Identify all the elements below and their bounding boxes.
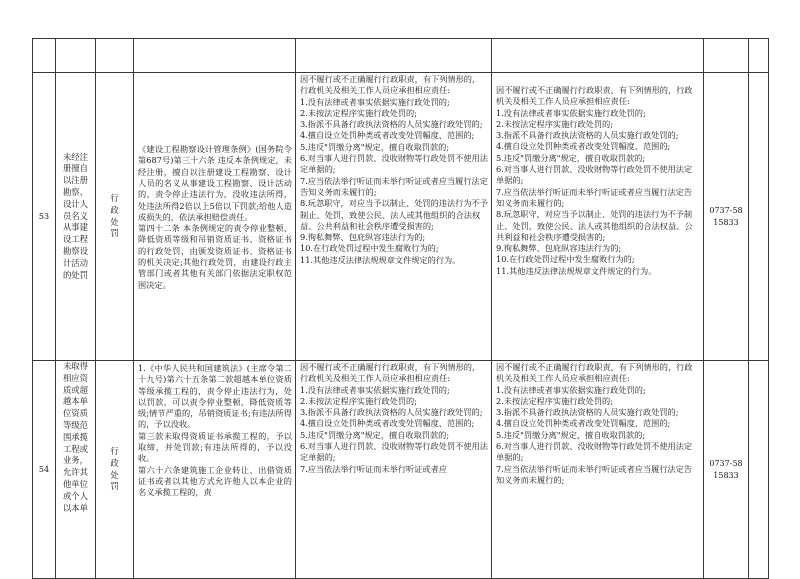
row-number: 54: [33, 361, 56, 579]
legal-basis: 1.《中华人民共和国建筑法》(主席令第二十九号)第六十五条第二款超越本单位资质等级承揽工程的，责令停止违法行为，处以罚款，可以责令停业整顿，降低资质等级;情节严重的，吊销资质证书;有违法所得的，予以没收。 第三款未取得资质证书承揽工程的，予以取缔，并处罚款;有违法所得的，予以没收。 第六十六条建筑施工企业转让、出借资质证书或者以其他方式允许他人以本企业的名义承揽工程的，责: [138, 363, 292, 498]
powers-responsibility-table: [32, 38, 768, 565]
responsibility-a: 因不履行或不正确履行行政职责，有下列情形的，行政机关及相关工作人员应承担相应责任: 1.没有法律或者事实依据实施行政处罚的; 2.未按法定程序实施行政处罚的; 3.指派不具备行政执法资格的人员实施行政处罚的; 4.擅自设立处罚种类或者改变处罚幅度、范围的; 5.违反"罚缴分离"规定，擅自收取罚款的; 6.对当事人进行罚款、没收财物等行政处罚不使用法定单据的; 7.应当依法举行听证而未举行听证或者应当履行法定告知义务而未履行的; 8.玩忽职守，对应当予以制止、处罚的违法行为不予制止、处罚，致使公民、法人或其他组织的合法权益、公共利益和社会秩序遭受损害的; 9.徇私舞弊、包庇纵容违法行为的; 10.在行政处罚过程中发生腐败行为的; 11.其他违反法律法规规章文件规定的行为。: [300, 74, 488, 265]
remark-cell: [749, 73, 769, 361]
table: [32, 38, 769, 579]
basis-cell: [134, 73, 296, 361]
phone: 0737-58 15833: [709, 459, 743, 480]
item-name-cell: [56, 361, 96, 579]
item-name: 未经注 册擅自 以注册 勘察、 设计人 员名义 从事建 设工程 勘察设 计活动 的处罚: [62, 151, 89, 280]
legal-basis: 《建设工程勘察设计管理条例》(国务院令第687号)第三十六条 违反本条例规定，未经注册，擅自以注册建设工程勘察、设计人员的名义从事建设工程勘察、设计活动的，责令停止违法行为，没收违法所得，处违法所得2倍以上5倍以下罚款;给他人造成损失的，依法承担赔偿责任。 第四十二条 本条例规定的责令停业整顿、降低资质等级和吊销资质证书、资格证书的行政处罚，由颁发资质证书、资格证书的机关决定;其他行政处罚，由建设行政主管部门或者其他有关部门依据法定职权范围决定。: [138, 144, 292, 290]
basis-cell: [134, 361, 296, 579]
responsibility-b-cell: [492, 361, 704, 579]
responsibility-a-cell: [296, 73, 492, 361]
cell-phone: [704, 39, 749, 73]
responsibility-b-cell: [492, 73, 704, 361]
category-cell: [96, 73, 134, 361]
cell-item: [56, 39, 96, 73]
category: 行 政 处 罚: [110, 192, 119, 239]
responsibility-b: 因不履行或不正确履行行政职责，有下列情形的，行政机关及相关工作人员应承担相应责任: 1.没有法律或者事实依据实施行政处罚的; 2.未按法定程序实施行政处罚的; 3.指派不具备行政执法资格的人员实施行政处罚的; 4.擅自设立处罚种类或者改变处罚幅度、范围的; 5.违反"罚缴分离"规定，擅自收取罚款的; 6.对当事人进行罚款、没收财物等行政处罚不使用法定单据的; 7.应当依法举行听证而未举行听证或者应当履行法定告知义务而未履行的; 8.玩忽职守，对应当予以制止、处罚的违法行为不予制止、处罚，致使公民、法人或其他组织的合法权益、公共利益和社会秩序遭受损害的; 9.徇私舞弊、包庇纵容违法行为的; 10.在行政处罚过程中发生腐败行为的; 11.其他违反法律法规规章文件规定的行为。: [496, 85, 693, 276]
responsibility-a: 因不履行或不正确履行行政职责，有下列情形的，行政机关及相关工作人员应承担相应责任: 1.没有法律或者事实依据实施行政处罚的; 2.未按法定程序实施行政处罚的; 3.指派不具备行政执法资格的人员实施行政处罚的; 4.擅自设立处罚种类或者改变处罚幅度、范围的; 5.违反"罚缴分离"规定，擅自收取罚款的; 6.对当事人进行罚款、没收财物等行政处罚不使用法定单据的; 7.应当依法举行听证而未举行听证或者应: [300, 362, 488, 474]
cell-remark: [749, 39, 769, 73]
phone-cell: [704, 361, 749, 579]
table-row-empty: [33, 39, 769, 73]
item-name-cell: [56, 73, 96, 361]
cell-basis: [134, 39, 296, 73]
phone-cell: [704, 73, 749, 361]
responsibility-a-cell: [296, 361, 492, 579]
category-cell: [96, 361, 134, 579]
table-row: [33, 361, 769, 579]
responsibility-b: 因不履行或不正确履行行政职责，有下列情形的，行政机关及相关工作人员应承担相应责任: 1.没有法律或者事实依据实施行政处罚的; 2.未按法定程序实施行政处罚的; 3.指派不具备行政执法资格的人员实施行政处罚的; 4.擅自设立处罚种类或者改变处罚幅度、范围的; 5.违反"罚缴分离"规定，擅自收取罚款的; 6.对当事人进行罚款、没收财物等行政处罚不使用法定单据的; 7.应当依法举行听证而未举行听证或者应当履行法定告知义务而未履行的;: [496, 362, 693, 485]
remark-cell: [749, 361, 769, 579]
cell-number: [33, 39, 56, 73]
cell-category: [96, 39, 134, 73]
item-name: 未取得 相应资 质或超 越本单 位资质 等级范 围承揽 工程或 业务， 允许其 他单位 或个人 以本单: [62, 361, 89, 513]
row-number: 53: [33, 73, 56, 361]
cell-responsibility-b: [492, 39, 704, 73]
category: 行 政 处 罚: [110, 445, 119, 492]
phone: 0737-58 15833: [709, 206, 743, 227]
table-row: [33, 73, 769, 361]
cell-responsibility-a: [296, 39, 492, 73]
